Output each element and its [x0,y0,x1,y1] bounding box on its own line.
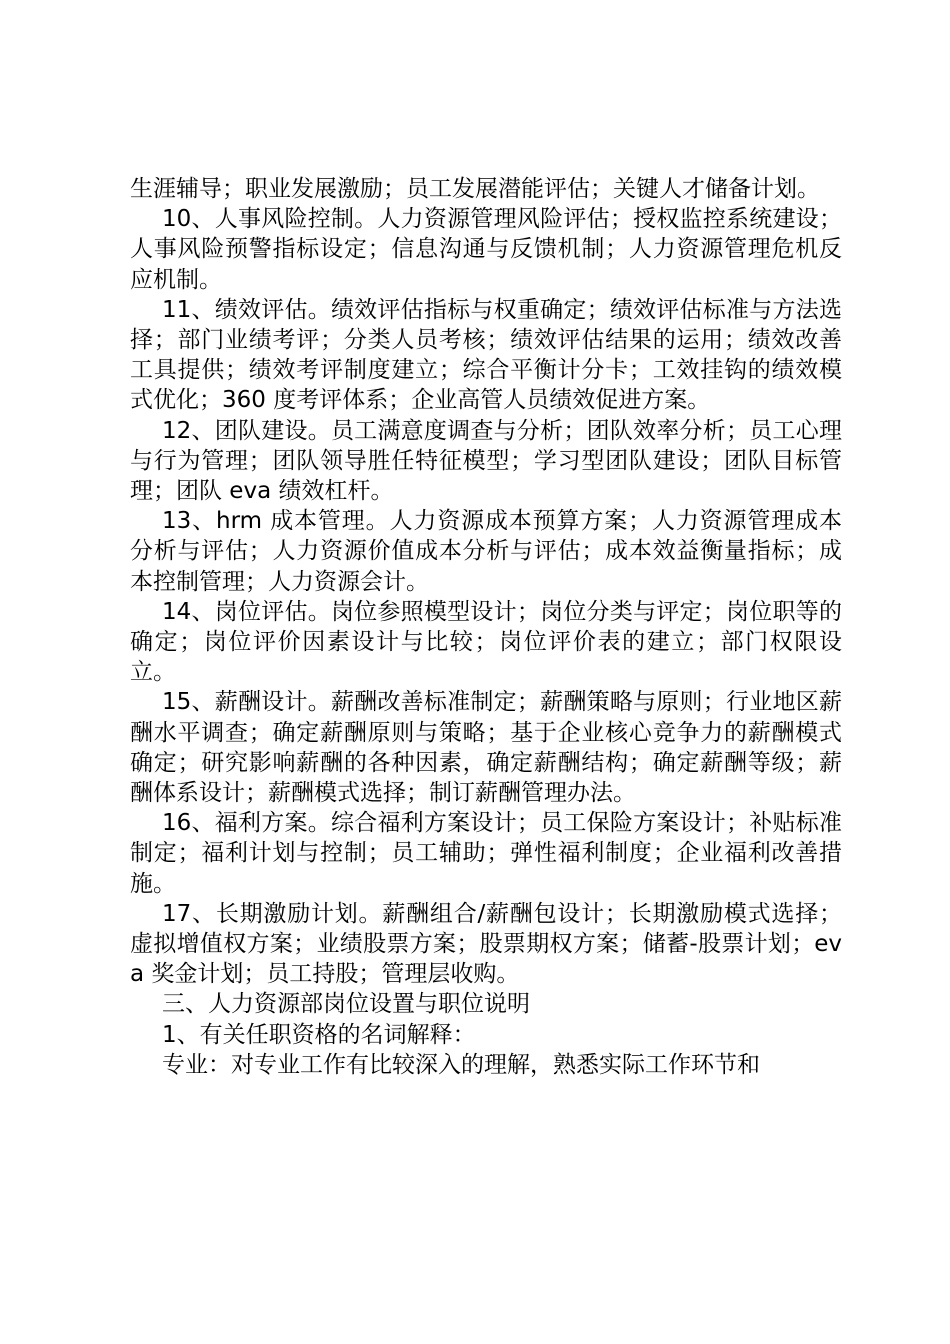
paragraph-hrm-cost-management: 13、hrm 成本管理。人力资源成本预算方案；人力资源管理成本分析与评估；人力资源价值成本分析与评估；成本效益衡量指标；成本控制管理；人力资源会计。 [130,508,842,595]
document-body [130,174,842,1080]
paragraph-performance-evaluation: 11、绩效评估。绩效评估指标与权重确定；绩效评估标准与方法选择；部门业绩考评；分类人员考核；绩效评估结果的运用；绩效改善工具提供；绩效考评制度建立；综合平衡计分卡；工效挂钩的绩效模式优化；360 度考评体系；企业高管人员绩效促进方案。 [130,296,842,414]
paragraph-compensation-design: 15、薪酬设计。薪酬改善标准制定；薪酬策略与原则；行业地区薪酬水平调查；确定薪酬原则与策略；基于企业核心竞争力的薪酬模式确定；研究影响薪酬的各种因素，确定薪酬结构；确定薪酬等级；薪酬体系设计；薪酬模式选择；制订薪酬管理办法。 [130,689,842,807]
paragraph-team-building: 12、团队建设。员工满意度调查与分析；团队效率分析；员工心理与行为管理；团队领导胜任特征模型；学习型团队建设；团队目标管理；团队 eva 绩效杠杆。 [130,417,842,505]
paragraph-long-term-incentive: 17、长期激励计划。薪酬组合/薪酬包设计；长期激励模式选择；虚拟增值权方案；业绩股票方案；股票期权方案；储蓄-股票计划；eva 奖金计划；员工持股；管理层收购。 [130,900,842,988]
section-heading-hr-positions: 三、人力资源部岗位设置与职位说明 [162,991,530,1018]
paragraph-hr-risk-control: 10、人事风险控制。人力资源管理风险评估；授权监控系统建设；人事风险预警指标设定；信息沟通与反馈机制；人力资源管理危机反应机制。 [130,206,842,293]
paragraph-welfare-plan: 16、福利方案。综合福利方案设计；员工保险方案设计；补贴标准制定；福利计划与控制；员工辅助；弹性福利制度；企业福利改善措施。 [130,810,842,897]
paragraph-job-evaluation: 14、岗位评估。岗位参照模型设计；岗位分类与评定；岗位职等的确定；岗位评价因素设计与比较；岗位评价表的建立；部门权限设立。 [130,598,842,686]
subsection-heading-term-definitions: 1、有关任职资格的名词解释： [162,1021,476,1048]
paragraph-professional-definition: 专业：对专业工作有比较深入的理解，熟悉实际工作环节和 [162,1051,760,1078]
paragraph-career-guidance: 生涯辅导；职业发展激励；员工发展潜能评估；关键人才储备计划。 [130,176,820,202]
